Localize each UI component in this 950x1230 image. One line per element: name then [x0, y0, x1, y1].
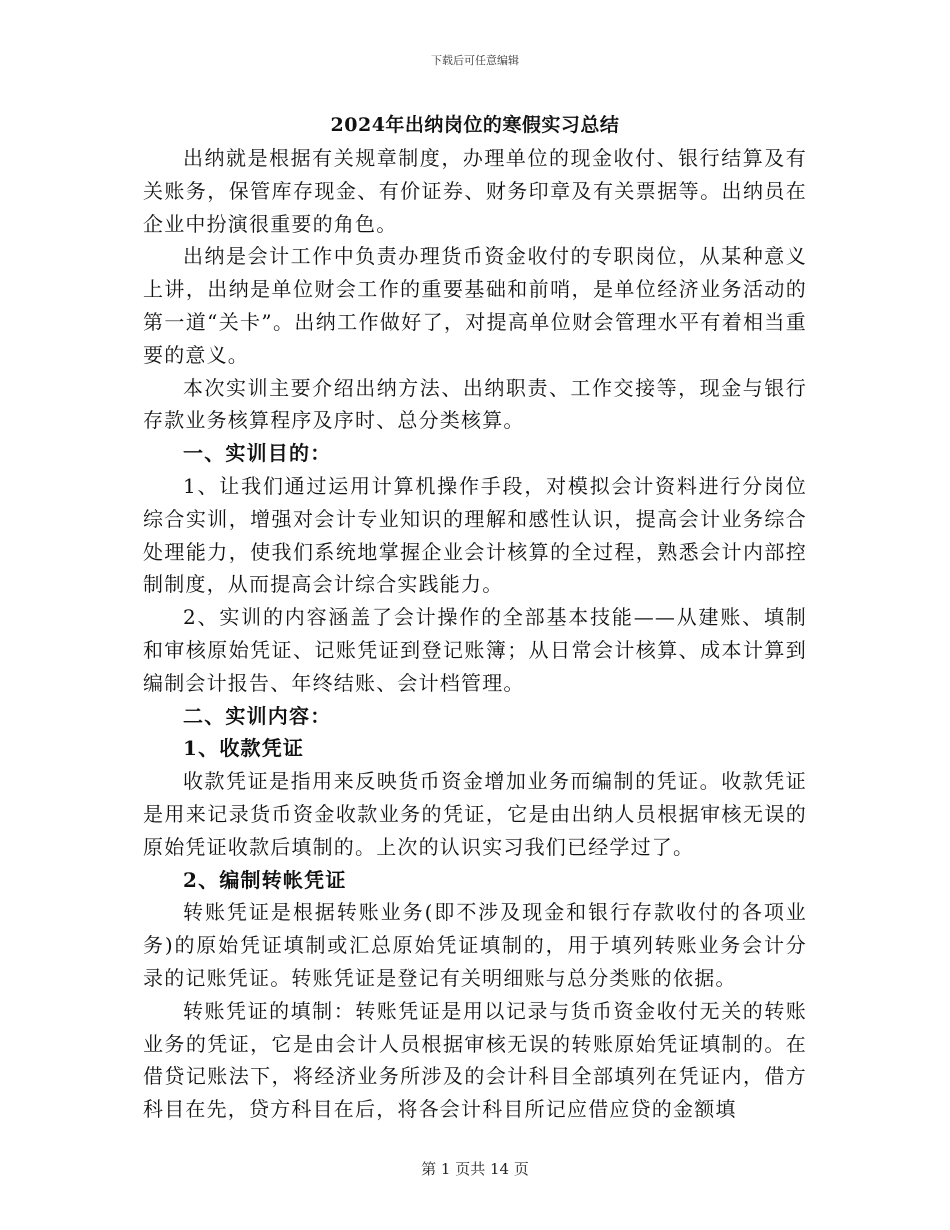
section-heading: 一、实训目的：: [183, 441, 332, 466]
section-heading: 二、实训内容：: [183, 703, 332, 728]
paragraph: 1、让我们通过运用计算机操作手段，对模拟会计资料进行分岗位综合实训，增强对会计专业知识的理解和感性认识，提高会计业务综合处理能力，使我们系统地掌握企业会计核算的全过程，熟悉会计内部控制制度，从而提高会计综合实践能力。: [143, 473, 807, 597]
page-header-note: 下载后可任意编辑: [431, 54, 519, 67]
document-body: [143, 142, 807, 1126]
page-footer-pagination: 第 1 页共 14 页: [421, 1160, 529, 1178]
paragraph: 出纳是会计工作中负责办理货币资金收付的专职岗位，从某种意义上讲，出纳是单位财会工作的重要基础和前哨，是单位经济业务活动的第一道“关卡”。出纳工作做好了，对提高单位财会管理水平有着相当重要的意义。: [143, 244, 807, 367]
paragraph: 出纳就是根据有关规章制度，办理单位的现金收付、银行结算及有关账务，保管库存现金、有价证券、财务印章及有关票据等。出纳员在企业中扮演很重要的角色。: [143, 146, 807, 236]
subsection-heading: 1、收款凭证: [183, 736, 305, 761]
paragraph: 2、实训的内容涵盖了会计操作的全部基本技能——从建账、填制和审核原始凭证、记账凭证到登记账簿；从日常会计核算、成本计算到编制会计报告、年终结账、会计档管理。: [143, 605, 807, 695]
paragraph: 收款凭证是指用来反映货币资金增加业务而编制的凭证。收款凭证是用来记录货币资金收款业务的凭证，它是由出纳人员根据审核无误的原始凭证收款后填制的。上次的认识实习我们已经学过了。: [143, 769, 807, 859]
document-title: 2024年出纳岗位的寒假实习总结: [330, 114, 620, 136]
paragraph: 转账凭证是根据转账业务(即不涉及现金和银行存款收付的各项业务)的原始凭证填制或汇总原始凭证填制的，用于填列转账业务会计分录的记账凭证。转账凭证是登记有关明细账与总分类账的依据。: [143, 900, 807, 990]
subsection-heading: 2、编制转帐凭证: [183, 867, 347, 892]
paragraph: 本次实训主要介绍出纳方法、出纳职责、工作交接等，现金与银行存款业务核算程序及序时、总分类核算。: [143, 375, 807, 433]
paragraph: 转账凭证的填制：转账凭证是用以记录与货币资金收付无关的转账业务的凭证，它是由会计人员根据审核无误的转账原始凭证填制的。在借贷记账法下，将经济业务所涉及的会计科目全部填列在凭证内，借方科目在先，贷方科目在后，将各会计科目所记应借应贷的金额填: [143, 998, 807, 1122]
